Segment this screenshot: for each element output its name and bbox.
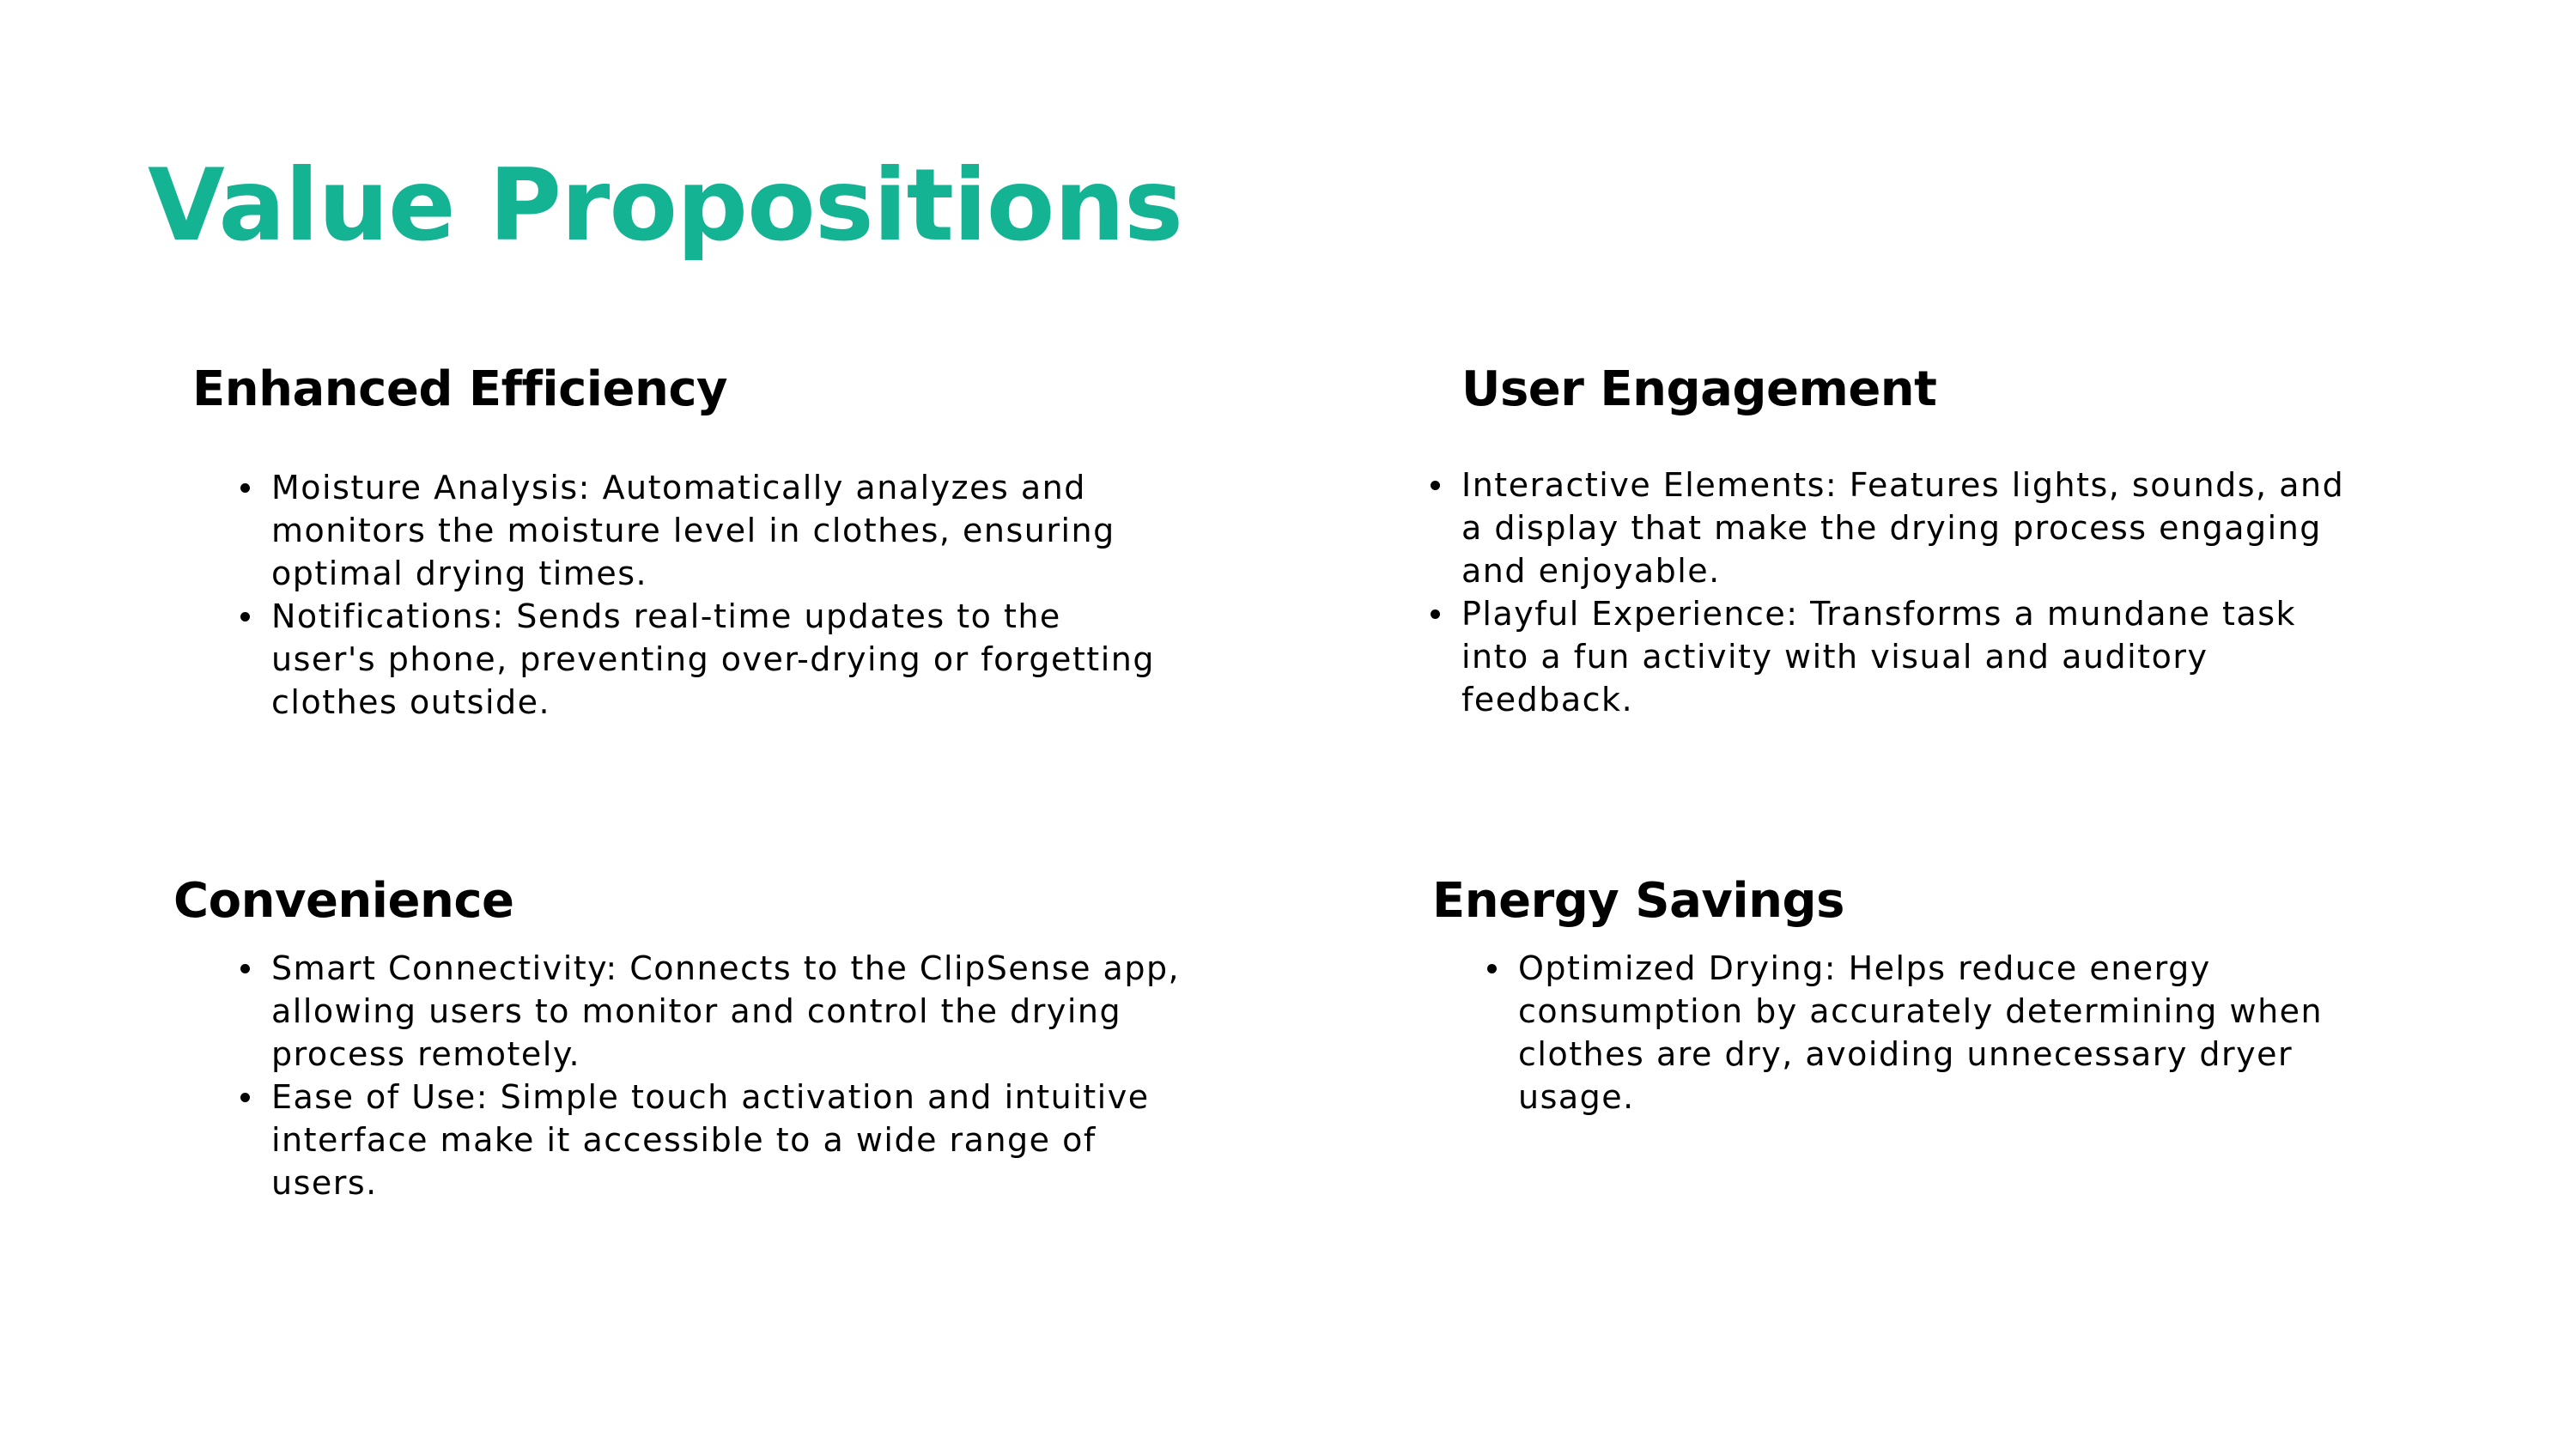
list-item-text: Notifications: Sends real-time updates to the user's phone, preventing over-drying or forgetting clothes outside. [271, 597, 1155, 721]
bullet-icon [240, 1093, 250, 1102]
section-enhanced-efficiency [192, 361, 1155, 721]
list-item [271, 466, 1164, 595]
section-heading: Enhanced Efficiency [192, 361, 728, 417]
section-heading: Convenience [173, 873, 514, 929]
bullet-icon [1487, 964, 1497, 973]
list-item [1461, 464, 2346, 592]
bullet-icon [240, 612, 250, 621]
bullet-icon [240, 964, 250, 973]
bullet-icon [240, 483, 250, 493]
list-item-text: Optimized Drying: Helps reduce energy consumption by accurately determining when clothes are dry, avoiding unnecessary dryer usage. [1518, 949, 2324, 1116]
section-convenience [173, 872, 1181, 1202]
list-item-text: Playful Experience: Transforms a mundane task into a fun activity with visual and auditory feedback. [1461, 595, 2297, 718]
list-item-text: Moisture Analysis: Automatically analyzes and monitors the moisture level in clothes, ensuring optimal drying times. [271, 469, 1115, 592]
bullet-list [1461, 464, 2346, 721]
section-heading: User Engagement [1461, 361, 1937, 417]
list-item [1518, 947, 2377, 1119]
section-user-engagement [1461, 361, 2345, 718]
list-item-text: Ease of Use: Simple touch activation and intuitive interface make it accessible to a wide range of users. [271, 1078, 1150, 1202]
bullet-list [271, 947, 1182, 1204]
list-item-text: Smart Connectivity: Connects to the ClipSense app, allowing users to monitor and control the drying process remotely. [271, 949, 1181, 1073]
list-item [1461, 592, 2346, 721]
bullet-icon [1431, 481, 1440, 490]
list-item [271, 595, 1164, 724]
section-energy-savings [1432, 872, 2324, 1116]
slide-title: Value Propositions [148, 148, 1183, 264]
bullet-list [1518, 947, 2377, 1119]
list-item-text: Interactive Elements: Features lights, sounds, and a display that make the drying process engaging and enjoyable. [1461, 466, 2345, 590]
section-heading: Energy Savings [1432, 873, 1844, 929]
list-item [271, 947, 1182, 1076]
bullet-icon [1431, 609, 1440, 619]
bullet-list [271, 466, 1164, 724]
list-item [271, 1076, 1182, 1204]
